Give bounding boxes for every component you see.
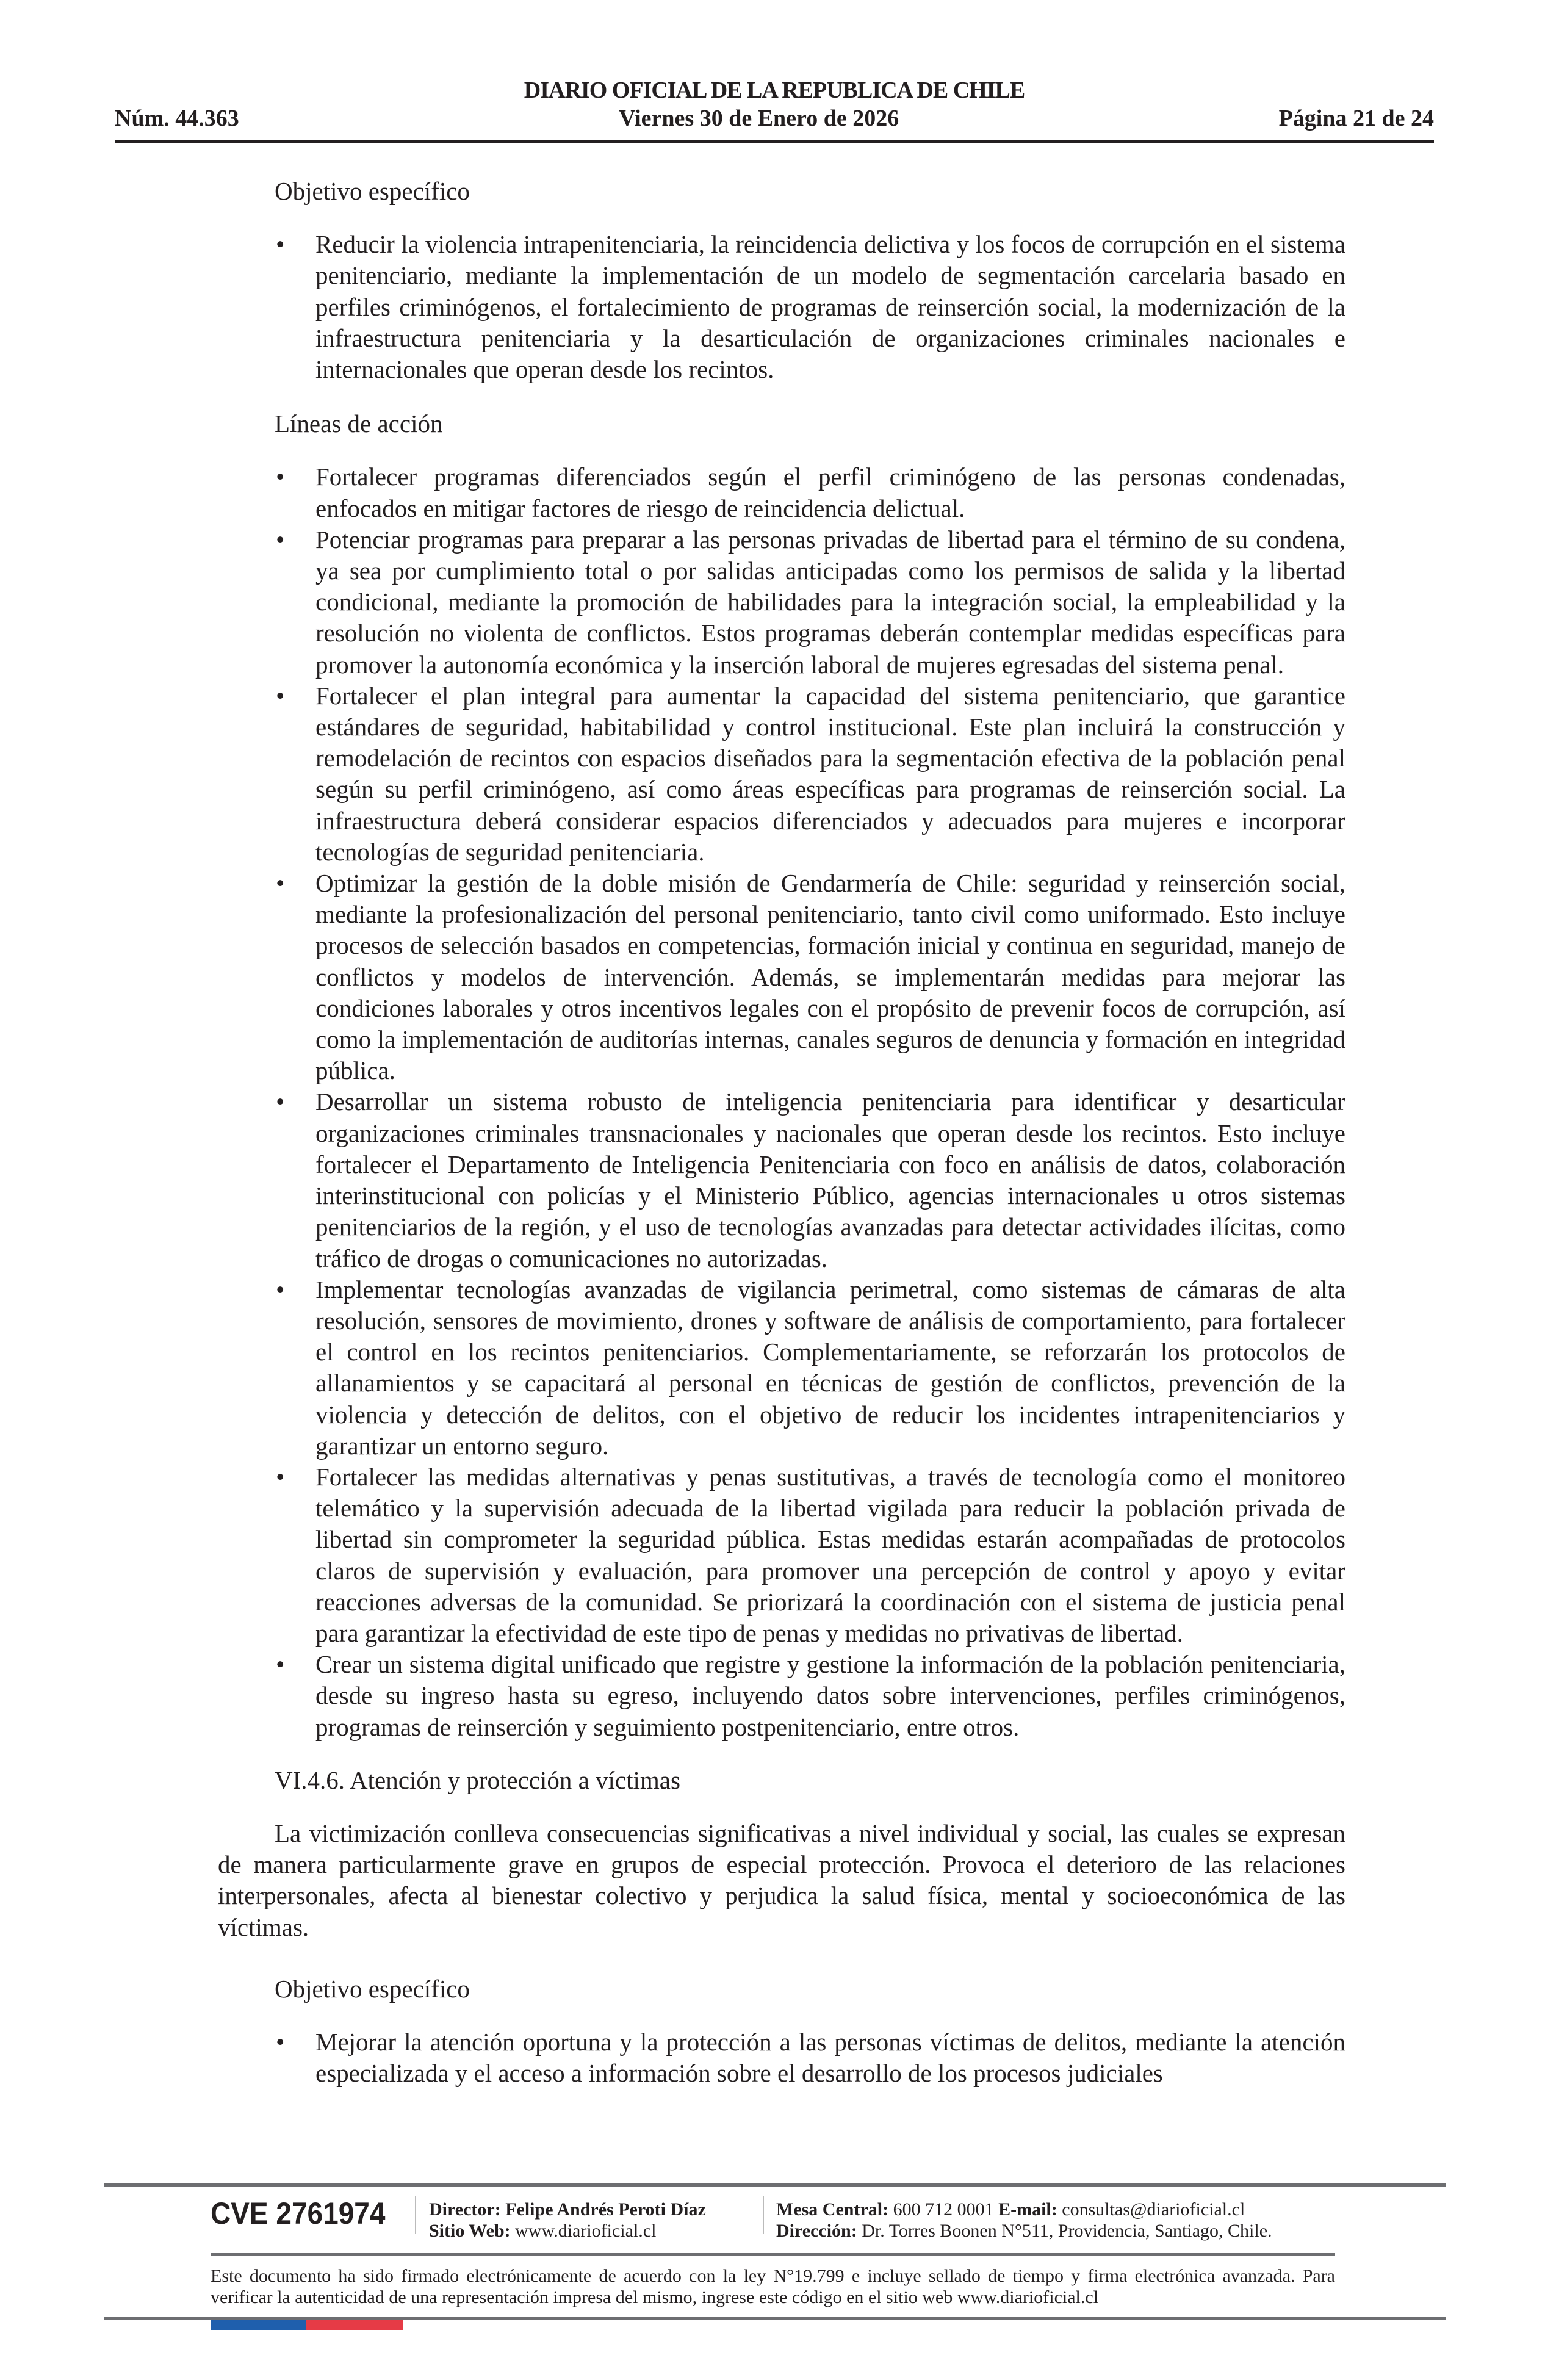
- address: Dr. Torres Boonen N°511, Providencia, Santiago, Chile.: [862, 2221, 1272, 2241]
- paragraph: La victimización conlleva consecuencias significativas a nivel individual y social, las cuales se expresan de manera particularmente grave en grupos de especial protección. Provoca el deterioro de las relaciones interpersonales, afecta al bienestar colectivo y perjudica la salud física, mental y socioeconómica de las víctimas.: [218, 1819, 1345, 1941]
- mesa-phone: 600 712 0001: [893, 2199, 994, 2220]
- director-name: Felipe Andrés Peroti Díaz: [505, 2199, 706, 2220]
- bullet-icon: •: [276, 230, 285, 259]
- header-rule: [115, 140, 1434, 143]
- issue-date: Viernes 30 de Enero de 2026: [619, 106, 899, 131]
- web-link[interactable]: www.diarioficial.cl: [515, 2221, 657, 2241]
- cve-code: CVE 2761974: [211, 2196, 386, 2230]
- email-label: E-mail:: [998, 2199, 1057, 2220]
- section-heading: Objetivo específico: [275, 1974, 470, 2003]
- list-item: [218, 524, 1345, 680]
- list-item-text: Fortalecer las medidas alternativas y penas sustitutivas, a través de tecnología como el monitoreo telemático y la supervisión adecuada de la libertad vigilada para reducir la población privada de libertad sin comprometer la seguridad pública. Estas medidas estarán acompañadas de protocolos claros de supervisión y evaluación, para promover una percepción de control y apoyo y evitar reacciones adversas de la comunidad. Se priorizará la coordinación con el sistema de justicia penal para garantizar la efectividad de este tipo de penas y medidas no privativas de libertad.: [315, 1462, 1345, 1647]
- signature-disclaimer: Este documento ha sido firmado electrónicamente de acuerdo con la ley N°19.799 e incluye sellado de tiempo y firma electrónica avanzada. Para verificar la autenticidad de una representación impresa del mismo, ingrese este código en el sitio web www.diarioficial.cl: [211, 2266, 1335, 2307]
- footer-rule-top: [104, 2183, 1446, 2187]
- footer-director-block: [429, 2199, 706, 2241]
- list-item-text: Implementar tecnologías avanzadas de vigilancia perimetral, como sistemas de cámaras de alta resolución, sensores de movimiento, drones y software de análisis de comportamiento, para fortalecer el control en los recintos penitenciarios. Complementariamente, se reforzarán los protocolos de allanamientos y se capacitará al personal en técnicas de gestión de conflictos, prevención de la violencia y detección de delitos, con el objetivo de reducir los incidentes intrapenitenciarios y garantizar un entorno seguro.: [315, 1275, 1345, 1460]
- list-item: [218, 1086, 1345, 1274]
- header-row: [115, 105, 1434, 132]
- web-label: Sitio Web:: [429, 2221, 511, 2241]
- bullet-icon: •: [276, 869, 285, 898]
- list-item: [218, 2027, 1345, 2089]
- bullet-icon: •: [276, 1275, 285, 1304]
- bullet-icon: •: [276, 2027, 285, 2056]
- footer-rule-middle: [211, 2253, 1335, 2256]
- issue-number: Núm. 44.363: [115, 106, 239, 131]
- list-item: [218, 229, 1345, 385]
- flag-stripe-blue: [211, 2320, 306, 2330]
- address-label: Dirección:: [776, 2221, 857, 2241]
- section-heading: Líneas de acción: [275, 409, 443, 438]
- list-item-text: Fortalecer programas diferenciados según el perfil criminógeno de las personas condenadas, enfocados en mitigar factores de riesgo de reincidencia delictual.: [315, 463, 1345, 522]
- bullet-icon: •: [276, 1650, 285, 1679]
- section-heading: VI.4.6. Atención y protección a víctimas: [275, 1765, 680, 1794]
- document-body: [218, 176, 1345, 2089]
- list-item: [218, 1649, 1345, 1743]
- footer-contact-block: [776, 2199, 1272, 2241]
- bullet-icon: •: [276, 1462, 285, 1491]
- director-label: Director:: [429, 2199, 501, 2220]
- list-item-text: Crear un sistema digital unificado que registre y gestione la información de la población penitenciaria, desde su ingreso hasta su egreso, incluyendo datos sobre intervenciones, perfiles criminógenos, programas de reinserción y seguimiento postpenitenciario, entre otros.: [315, 1650, 1345, 1741]
- section-heading: Objetivo específico: [275, 177, 470, 205]
- list-item: [218, 1274, 1345, 1462]
- list-item: [218, 680, 1345, 868]
- bullet-list: [218, 461, 1345, 1742]
- bullet-icon: •: [276, 1087, 285, 1116]
- footer-separator: [415, 2196, 416, 2234]
- list-item-text: Optimizar la gestión de la doble misión de Gendarmería de Chile: seguridad y reinserción social, mediante la profesionalización del personal penitenciario, tanto civil como uniformado. Esto incluye procesos de selección basados en competencias, formación inicial y continua en seguridad, manejo de conflictos y modelos de intervención. Además, se implementarán medidas para mejorar las condiciones laborales y otros incentivos legales con el propósito de prevenir focos de corrupción, así como la implementación de auditorías internas, canales seguros de denuncia y formación en integridad pública.: [315, 869, 1345, 1085]
- email-link[interactable]: consultas@diarioficial.cl: [1062, 2199, 1245, 2220]
- bullet-icon: •: [276, 463, 285, 491]
- bullet-icon: •: [276, 681, 285, 710]
- mesa-label: Mesa Central:: [776, 2199, 889, 2220]
- list-item-text: Fortalecer el plan integral para aumentar la capacidad del sistema penitenciario, que garantice estándares de seguridad, habitabilidad y control institucional. Este plan incluirá la construcción y remodelación de recintos con espacios diseñados para la segmentación efectiva de la población penal según su perfil criminógeno, así como áreas específicas para programas de reinserción social. La infraestructura deberá considerar espacios diferenciados y adecuados para mujeres e incorporar tecnologías de seguridad penitenciaria.: [315, 681, 1345, 866]
- list-item-text: Mejorar la atención oportuna y la protección a las personas víctimas de delitos, mediante la atención especializada y el acceso a información sobre el desarrollo de los procesos judiciales: [315, 2027, 1345, 2088]
- page-number: Página 21 de 24: [1278, 106, 1434, 131]
- newspaper-title: DIARIO OFICIAL DE LA REPUBLICA DE CHILE: [524, 78, 1025, 103]
- bullet-list: [218, 2027, 1345, 2089]
- list-item: [218, 461, 1345, 524]
- list-item-text: Potenciar programas para preparar a las personas privadas de libertad para el término de su condena, ya sea por cumplimiento total o por salidas anticipadas como los permisos de salida y la libertad condicional, mediante la promoción de habilidades para la integración social, la empleabilidad y la resolución no violenta de conflictos. Estos programas deberán contemplar medidas específicas para promover la autonomía económica y la inserción laboral de mujeres egresadas del sistema penal.: [315, 525, 1345, 679]
- list-item-text: Reducir la violencia intrapenitenciaria, la reincidencia delictiva y los focos de corrupción en el sistema penitenciario, mediante la implementación de un modelo de segmentación carcelaria basado en perfiles criminógenos, el fortalecimiento de programas de reinserción social, la modernización de la infraestructura penitenciaria y la desarticulación de organizaciones criminales nacionales e internacionales que operan desde los recintos.: [315, 230, 1345, 384]
- list-item-text: Desarrollar un sistema robusto de inteligencia penitenciaria para identificar y desarticular organizaciones criminales transnacionales y nacionales que operan desde los recintos. Esto incluye fortalecer el Departamento de Inteligencia Penitenciaria con foco en análisis de datos, colaboración interinstitucional con policías y el Ministerio Público, agencias internacionales u otros sistemas penitenciarios de la región, y el uso de tecnologías avanzadas para detectar actividades ilícitas, como tráfico de drogas o comunicaciones no autorizadas.: [315, 1087, 1345, 1272]
- bullet-list: [218, 229, 1345, 385]
- list-item: [218, 868, 1345, 1086]
- bullet-icon: •: [276, 525, 285, 554]
- footer-separator: [763, 2196, 764, 2234]
- flag-stripe-red: [306, 2320, 403, 2330]
- list-item: [218, 1462, 1345, 1649]
